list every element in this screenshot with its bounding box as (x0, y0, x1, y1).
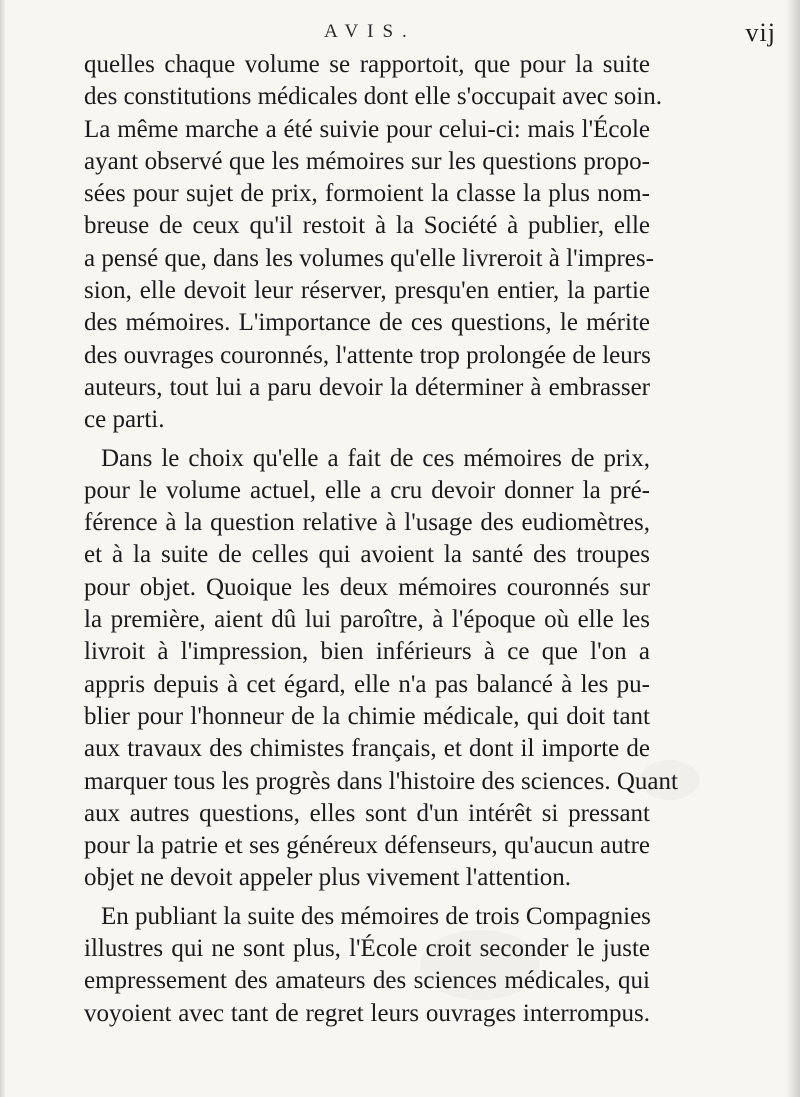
page-edge-shadow-right (786, 0, 800, 1097)
paragraph-1 (84, 49, 662, 437)
text-line: livroit à l'impression, bien inférieurs à ce que l'on a (84, 638, 650, 666)
body-text (84, 49, 678, 1036)
text-line: aux autres questions, elles sont d'un intérêt si pressant (84, 799, 650, 827)
text-line: a pensé que, dans les volumes qu'elle livreroit à l'impres- (84, 244, 654, 272)
text-line: auteurs, tout lui a paru devoir la déterminer à embrasser (84, 373, 650, 401)
text-line: pour objet. Quoique les deux mémoires couronnés sur (84, 573, 650, 601)
text-line: des constitutions médicales dont elle s'occupait avec soin. (84, 83, 662, 111)
text-line: appris depuis à cet égard, elle n'a pas balancé à les pu- (84, 670, 650, 698)
text-line: et à la suite de celles qui avoient la santé des troupes (84, 541, 650, 569)
text-line: illustres qui ne sont plus, l'École croit seconder le juste (84, 935, 650, 963)
paragraph-3 (84, 901, 650, 1030)
text-line: En publiant la suite des mémoires de trois Compagnies (101, 902, 651, 930)
text-line: breuse de ceux qu'il restoit à la Société à publier, elle (84, 212, 650, 240)
running-head (0, 18, 800, 48)
text-line: aux travaux des chimistes français, et dont il importe de (84, 735, 650, 763)
text-line: férence à la question relative à l'usage des eudiomètres, (84, 509, 650, 537)
text-line: la première, aient dû lui paroître, à l'époque où elle les (84, 606, 650, 634)
text-line: blier pour l'honneur de la chimie médicale, qui doit tant (84, 702, 650, 730)
text-line: pour le volume actuel, elle a cru devoir donner la pré- (84, 476, 650, 504)
text-line: ayant observé que les mémoires sur les questions propo- (84, 147, 650, 175)
text-line: des ouvrages couronnés, l'attente trop prolongée de leurs (84, 341, 651, 369)
text-line: marquer tous les progrès dans l'histoire des sciences. Quant (84, 767, 678, 795)
text-line: objet ne devoit appeler plus vivement l'attention. (84, 864, 572, 892)
paragraph-2 (84, 443, 678, 895)
text-line: empressement des amateurs des sciences médicales, qui (84, 967, 650, 995)
text-line: pour la patrie et ses généreux défenseurs, qu'aucun autre (84, 832, 650, 860)
text-line: voyoient avec tant de regret leurs ouvrages interrompus. (84, 999, 650, 1027)
text-line: ce parti. (84, 406, 165, 434)
text-line: quelles chaque volume se rapportoit, que pour la suite (84, 51, 650, 78)
text-line: sion, elle devoit leur réserver, presqu'en entier, la partie (84, 277, 650, 305)
text-line: sées pour sujet de prix, formoient la classe la plus nom- (84, 180, 650, 208)
text-line: Dans le choix qu'elle a fait de ces mémoires de prix, (101, 444, 650, 472)
running-title: AVIS. (324, 21, 416, 42)
text-line: La même marche a été suivie pour celui-ci: mais l'École (84, 115, 650, 143)
text-line: des mémoires. L'importance de ces questions, le mérite (84, 309, 650, 337)
page-edge-shadow-left (0, 0, 6, 1097)
page-number: vij (745, 18, 776, 47)
